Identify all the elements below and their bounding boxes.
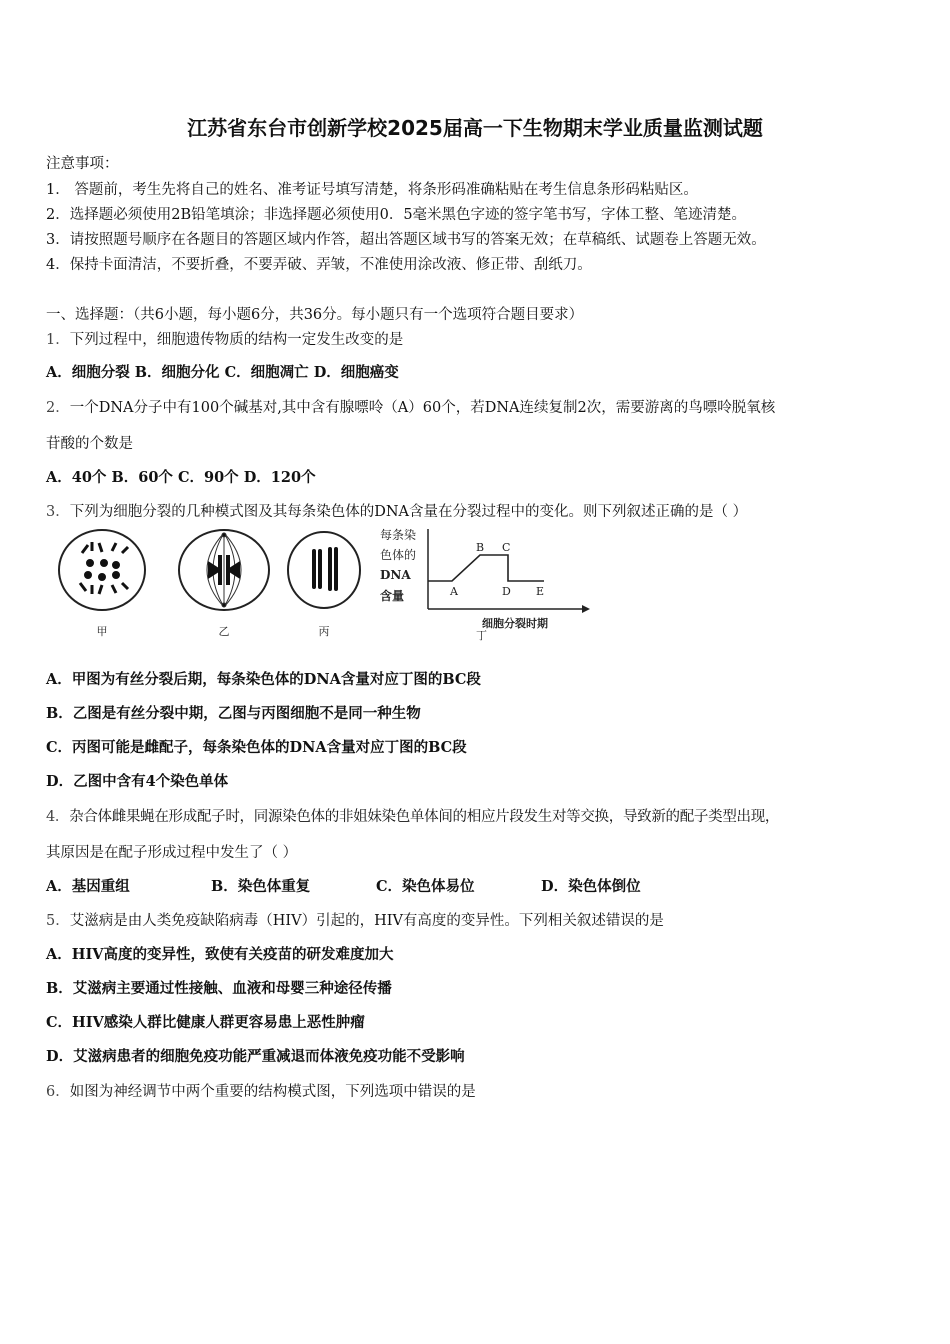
question-3-option: [46, 668, 481, 689]
cell-jia-outline: [59, 530, 145, 610]
notice-item: 4．保持卡面清洁，不要折叠，不要弄破、弄皱，不准使用涂改液、修正带、刮纸刀。: [46, 257, 592, 273]
notice-heading: 注意事项：: [46, 156, 119, 172]
option-text: B．艾滋病主要通过性接触、血液和母婴三种途径传播: [46, 980, 392, 997]
graph-label: 丁: [476, 629, 487, 642]
question-number: 5．: [46, 913, 70, 929]
option-text: D．艾滋病患者的细胞免疫功能严重减退而体液免疫功能不受影响: [46, 1048, 465, 1065]
question-4-continued: 其原因是在配子形成过程中发生了（ ）: [46, 845, 298, 861]
notice-item: 2．选择题必须使用2B铅笔填涂；非选择题必须使用0．5毫米黑色字迹的签字笔书写，字体工整、笔迹清楚。: [46, 207, 747, 223]
cell-label: 甲: [96, 625, 108, 638]
question-number: 3．: [46, 504, 70, 520]
question-5-option: [46, 1011, 365, 1032]
question-4-options: [46, 875, 641, 896]
graph-point-label: C: [502, 541, 511, 554]
option-text: D．乙图中含有4个染色单体: [46, 773, 229, 790]
question-5-option: [46, 1045, 465, 1066]
graph-xlabel: 细胞分裂时期: [482, 617, 548, 630]
cell-jia-chromosomes: [80, 542, 128, 594]
question-3-option: [46, 736, 467, 757]
cell-bing-chromosomes: [312, 547, 338, 591]
question-5: [46, 909, 664, 930]
question-number: 2．: [46, 400, 70, 416]
dna-graph: [380, 527, 590, 642]
question-number: 4．: [46, 809, 70, 825]
option-text: C．丙图可能是雌配子，每条染色体的DNA含量对应丁图的BC段: [46, 739, 467, 756]
question-1: [46, 328, 403, 349]
graph-x-arrow: [582, 605, 590, 613]
question-6: [46, 1080, 476, 1101]
question-text: 一个DNA分子中有100个碱基对,其中含有腺嘌呤（A）60个，若DNA连续复制2次，需要游离的鸟嘌呤脱氧核: [69, 400, 776, 416]
option-text: B．乙图是有丝分裂中期，乙图与丙图细胞不是同一种生物: [46, 705, 421, 722]
question-3: [46, 500, 747, 521]
cell-label: 丙: [318, 625, 330, 638]
question-3-option: [46, 770, 228, 791]
section-heading: 一、选择题：（共6小题，每小题6分，共36分。每小题只有一个选项符合题目要求）: [46, 307, 584, 323]
graph-point-label: D: [502, 585, 511, 598]
option-text: C．HIV感染人群比健康人群更容易患上恶性肿瘤: [46, 1014, 365, 1031]
cell-division-figure: [52, 525, 592, 645]
question-2-continued: 苷酸的个数是: [46, 436, 133, 452]
question-5-option: [46, 943, 393, 964]
question-5-option: [46, 977, 392, 998]
option-text: A．HIV高度的变异性，致使有关疫苗的研发难度加大: [46, 946, 394, 963]
cell-bing-outline: [288, 532, 360, 608]
graph-curve: [428, 555, 544, 581]
option-text: C．染色体易位: [376, 878, 475, 895]
graph-point-label: E: [536, 585, 545, 598]
option-text: B．染色体重复: [211, 878, 311, 895]
question-2-options: A．40个 B．60个 C．90个 D．120个: [46, 469, 316, 486]
question-text: 如图为神经调节中两个重要的结构模式图，下列选项中错误的是: [69, 1084, 476, 1100]
notice-item: 1． 答题前，考生先将自己的姓名、准考证号填写清楚，将条形码准确粘贴在考生信息条形码粘贴区。: [46, 182, 698, 198]
question-number: 1．: [46, 332, 70, 348]
option-text: A．甲图为有丝分裂后期，每条染色体的DNA含量对应丁图的BC段: [46, 671, 481, 688]
option-text: A．基因重组: [46, 878, 130, 895]
question-3-option: [46, 702, 421, 723]
graph-ylabel: 含量: [380, 589, 405, 603]
cell-label: 乙: [218, 625, 230, 638]
notice-item: 3．请按照题号顺序在各题目的答题区域内作答，超出答题区域书写的答案无效；在草稿纸、试题卷上答题无效。: [46, 232, 766, 248]
graph-ylabel: 色体的: [380, 548, 417, 562]
graph-point-label: A: [450, 585, 458, 598]
question-text: 艾滋病是由人类免疫缺陷病毒（HIV）引起的，HIV有高度的变异性。下列相关叙述错误的是: [69, 913, 664, 929]
question-2: [46, 396, 775, 417]
graph-ylabel: DNA: [380, 568, 411, 582]
exam-title: 江苏省东台市创新学校2025届高一下生物期末学业质量监测试题: [187, 116, 763, 140]
question-text: 下列过程中，细胞遗传物质的结构一定发生改变的是: [69, 332, 404, 348]
question-4: [46, 805, 779, 826]
question-text: 下列为细胞分裂的几种模式图及其每条染色体的DNA含量在分裂过程中的变化。则下列叙述正确的是（ ）: [69, 504, 748, 520]
option-text: D．染色体倒位: [541, 878, 641, 895]
question-text: 杂合体雌果蝇在形成配子时，同源染色体的非姐妹染色单体间的相应片段发生对等交换，导致新的配子类型出现，: [69, 809, 780, 825]
graph-point-label: B: [476, 541, 485, 554]
question-number: 6．: [46, 1084, 70, 1100]
graph-ylabel: 每条染: [380, 528, 417, 542]
question-1-options: A．细胞分裂 B．细胞分化 C．细胞凋亡 D．细胞癌变: [46, 364, 399, 381]
